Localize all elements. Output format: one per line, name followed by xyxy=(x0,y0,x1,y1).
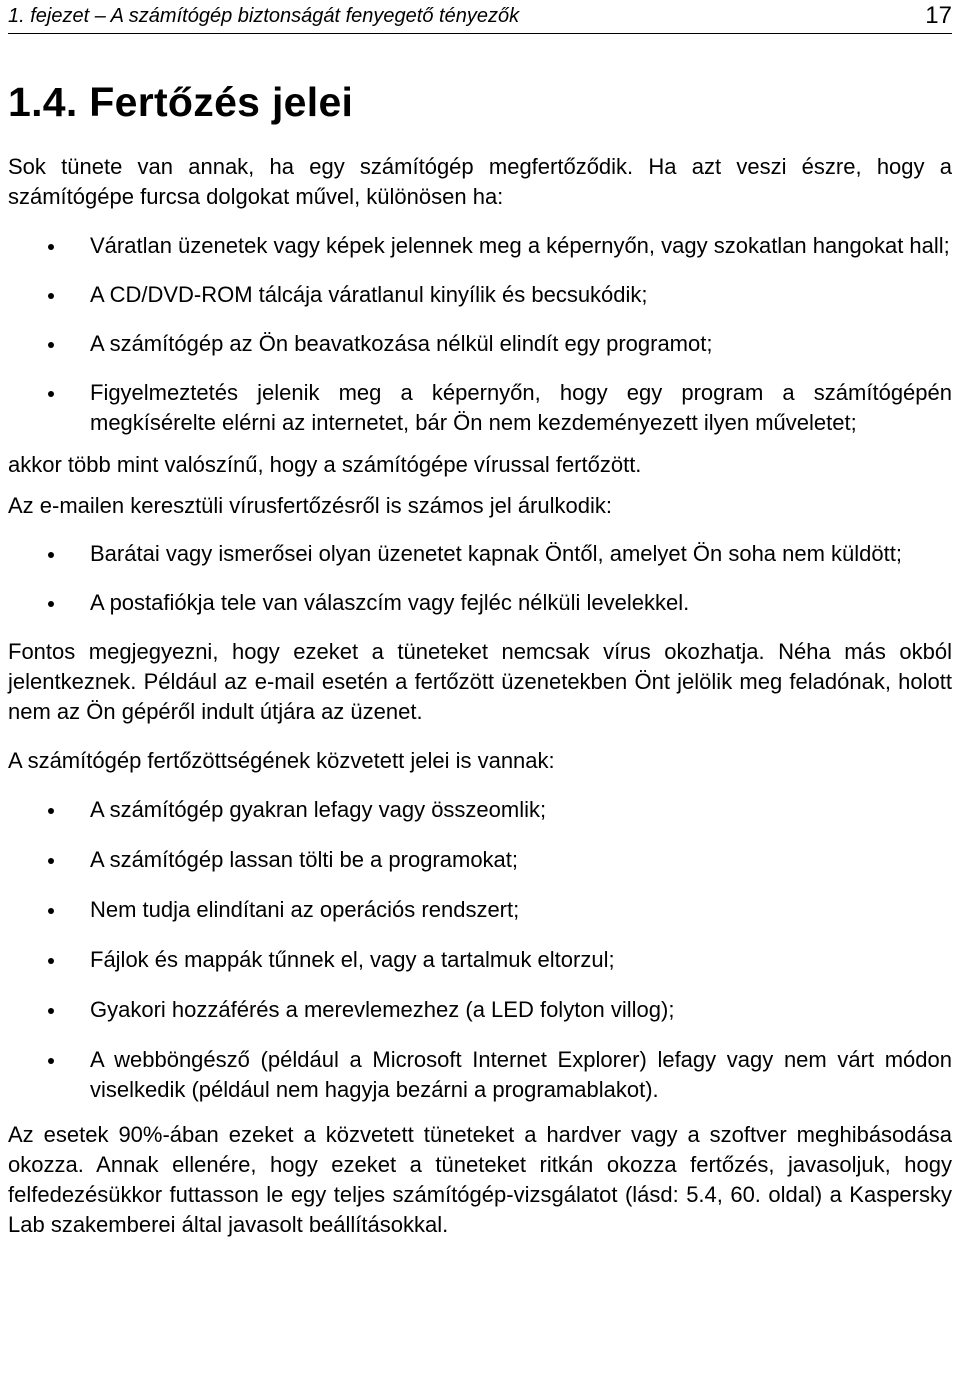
bullet-icon xyxy=(48,342,54,348)
indirect-intro-paragraph: A számítógép fertőzöttségének közvetett jelei is vannak: xyxy=(8,748,555,773)
email-signs-list xyxy=(8,539,952,618)
list-item: A CD/DVD-ROM tálcája váratlanul kinyílik és becsukódik; xyxy=(8,280,952,310)
list-item: Váratlan üzenetek vagy képek jelennek meg a képernyőn, vagy szokatlan hangokat hall; xyxy=(8,231,952,261)
list-item: A webböngésző (például a Microsoft Internet Explorer) lefagy vagy nem várt módon viselkedik (például nem hagyja bezárni a programablakot). xyxy=(8,1045,952,1105)
bullet-icon xyxy=(48,958,54,964)
running-header xyxy=(8,1,952,34)
intro-paragraph: Sok tünete van annak, ha egy számítógép megfertőződik. Ha azt veszi észre, hogy a számítógépe furcsa dolgokat művel, különösen ha: xyxy=(8,154,952,209)
bullet-icon xyxy=(48,244,54,250)
list-item: Barátai vagy ismerősei olyan üzenetet kapnak Öntől, amelyet Ön soha nem küldött; xyxy=(8,539,952,569)
bullet-icon xyxy=(48,601,54,607)
bullet-icon xyxy=(48,808,54,814)
final-paragraph: Az esetek 90%-ában ezeket a közvetett tüneteket a hardver vagy a szoftver meghibásodása okozza. Annak ellenére, hogy ezeket a tüneteket ritkán okozza fertőzés, javasoljuk, hogy felfedezésükkor futtasson le egy teljes számítógép-vizsgálatot (lásd: 5.4, 60. oldal) a Kaspersky Lab szakemberei által javasolt beállításokkal. xyxy=(8,1122,952,1237)
conclusion-paragraph: akkor több mint valószínű, hogy a számítógépe vírussal fertőzött. xyxy=(8,452,642,477)
chapter-title: 1. fejezet – A számítógép biztonságát fenyegető tényezők xyxy=(8,5,520,27)
document-page xyxy=(8,0,952,1240)
list-item: A számítógép az Ön beavatkozása nélkül elindít egy programot; xyxy=(8,329,952,359)
section-title: 1.4. Fertőzés jelei xyxy=(8,79,354,125)
email-intro-paragraph: Az e-mailen keresztüli vírusfertőzésről is számos jel árulkodik: xyxy=(8,493,612,518)
bullet-icon xyxy=(48,552,54,558)
list-item: A számítógép gyakran lefagy vagy összeomlik; xyxy=(8,795,952,825)
bullet-icon xyxy=(48,1058,54,1064)
page-number: 17 xyxy=(925,2,952,29)
bullet-icon xyxy=(48,391,54,397)
list-item: Nem tudja elindítani az operációs rendszert; xyxy=(8,895,952,925)
bullet-icon xyxy=(48,908,54,914)
indirect-signs-list xyxy=(8,795,952,1105)
list-item: A postafiókja tele van válaszcím vagy fejléc nélküli levelekkel. xyxy=(8,588,952,618)
list-item: A számítógép lassan tölti be a programokat; xyxy=(8,845,952,875)
symptoms-list xyxy=(8,231,952,438)
list-item: Figyelmeztetés jelenik meg a képernyőn, hogy egy program a számítógépén megkísérelte elérni az internetet, bár Ön nem kezdeményezett ilyen műveletet; xyxy=(8,378,952,438)
bullet-icon xyxy=(48,858,54,864)
bullet-icon xyxy=(48,1008,54,1014)
bullet-icon xyxy=(48,293,54,299)
list-item: Fájlok és mappák tűnnek el, vagy a tartalmuk eltorzul; xyxy=(8,945,952,975)
note-paragraph: Fontos megjegyezni, hogy ezeket a tüneteket nemcsak vírus okozhatja. Néha más okból jelentkeznek. Például az e-mail esetén a fertőzött üzenetekben Önt jelölik meg feladónak, holott nem az Ön gépéről indult útjára az üzenet. xyxy=(8,639,952,724)
list-item: Gyakori hozzáférés a merevlemezhez (a LED folyton villog); xyxy=(8,995,952,1025)
